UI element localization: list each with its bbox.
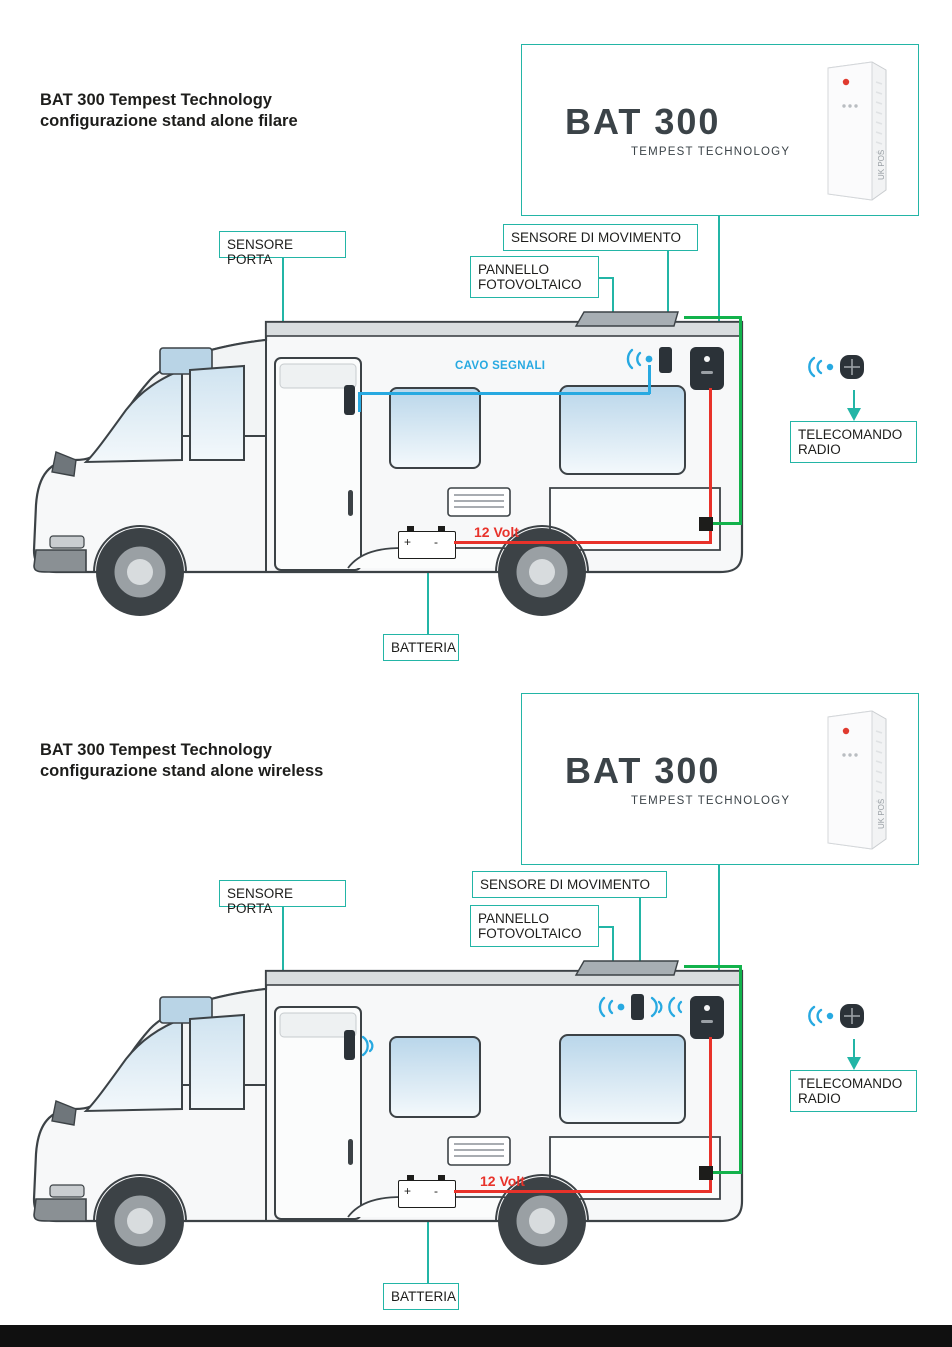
panel-wired-solar-cable-right	[739, 316, 742, 525]
panel-wireless-door-waves-icon	[357, 1033, 383, 1059]
svg-text:UK POS: UK POS	[877, 798, 886, 829]
panel-wired-solar-cable-top	[684, 316, 742, 319]
panel-wired-voltage-label: 12 Volt	[474, 524, 519, 540]
panel-wireless-alarm-unit	[690, 996, 724, 1039]
panel-wired-product-name: BAT 300	[565, 101, 721, 142]
panel-wired-label-remote-line1: TELECOMANDO	[798, 427, 903, 442]
panel-wired-door-sensor-device	[344, 385, 355, 415]
panel-wired-motion-waves-icon	[624, 344, 656, 374]
panel-wired-label-solar-panel-line1: PANNELLO	[478, 262, 550, 277]
panel-wired-alarm-unit-led	[704, 356, 710, 362]
panel-wireless-battery-plus-sign: +	[404, 1184, 412, 1198]
panel-wired-product-subtitle: TEMPEST TECHNOLOGY	[631, 146, 791, 158]
panel-wired-arrow-remote	[846, 408, 862, 421]
panel-wired-battery-plus-sign: +	[404, 535, 412, 549]
panel-wired-label-solar-panel	[470, 256, 599, 298]
panel-wired-battery-terminal-plus	[407, 526, 414, 532]
panel-wireless-label-door-sensor: SENSORE PORTA	[219, 880, 346, 907]
panel-wireless-label-motion-sensor: SENSORE DI MOVIMENTO	[472, 871, 667, 898]
panel-wired-title-line1: BAT 300 Tempest Technology	[40, 91, 272, 109]
svg-text:UK POS: UK POS	[877, 149, 886, 180]
panel-wired-power-cable-h	[454, 541, 712, 544]
panel-wireless-solar-cable-right	[739, 965, 742, 1174]
panel-wired-junction-block	[699, 517, 713, 531]
panel-wired-signal-cable-v	[358, 394, 361, 412]
panel-wired-label-remote-line2: RADIO	[798, 442, 841, 457]
panel-wireless-label-remote-line1: TELECOMANDO	[798, 1076, 903, 1091]
footer-bar	[0, 1325, 952, 1347]
panel-wired-label-solar-panel-line2: FOTOVOLTAICO	[478, 277, 582, 292]
panel-wireless-label-remote	[790, 1070, 917, 1112]
panel-wired-label-door-sensor: SENSORE PORTA	[219, 231, 346, 258]
panel-wired-signal-cable-h	[358, 392, 650, 395]
panel-wired-product-photo	[810, 60, 902, 205]
panel-wireless-junction-block	[699, 1166, 713, 1180]
panel-wired-alarm-unit	[690, 347, 724, 390]
panel-wired-solar-panel	[570, 310, 680, 328]
panel-wireless-product-photo	[810, 709, 902, 854]
panel-wireless-solar-panel	[570, 959, 680, 977]
panel-wired-title-line2: configurazione stand alone filare	[40, 112, 298, 130]
panel-wireless-title-line1: BAT 300 Tempest Technology	[40, 741, 272, 759]
panel-wireless-label-battery: BATTERIA	[383, 1283, 459, 1310]
panel-wireless-motion-waves-left-icon	[596, 992, 628, 1022]
panel-wireless-product-name: BAT 300	[565, 750, 721, 791]
panel-wireless-remote-icon	[808, 999, 870, 1033]
panel-wireless-battery-terminal-plus	[407, 1175, 414, 1181]
panel-wireless-alarm-unit-led	[704, 1005, 710, 1011]
panel-wired-label-battery: BATTERIA	[383, 634, 459, 661]
panel-wireless-product-subtitle: TEMPEST TECHNOLOGY	[631, 795, 791, 807]
panel-wireless-motion-sensor-device	[631, 994, 644, 1020]
panel-wired-remote-icon	[808, 350, 870, 384]
panel-wireless-door-sensor-device	[344, 1030, 355, 1060]
panel-wireless-voltage-label: 12 Volt	[480, 1173, 525, 1189]
panel-wired-signal-cable-v2	[648, 365, 651, 394]
panel-wireless-label-solar-panel-line2: FOTOVOLTAICO	[478, 926, 582, 941]
panel-wireless-battery-minus-sign: -	[434, 1184, 438, 1198]
panel-wireless-alarm-unit-vent	[701, 1020, 713, 1023]
panel-wireless-solar-cable-top	[684, 965, 742, 968]
panel-wired-signal-cable-label: CAVO SEGNALI	[455, 360, 546, 372]
panel-wired-label-motion-sensor: SENSORE DI MOVIMENTO	[503, 224, 698, 251]
panel-wireless-arrow-remote	[846, 1057, 862, 1070]
panel-wired-label-remote	[790, 421, 917, 463]
panel-wireless-label-remote-line2: RADIO	[798, 1091, 841, 1106]
panel-wireless-power-cable-h	[454, 1190, 712, 1193]
panel-wired-battery-minus-sign: -	[434, 535, 438, 549]
panel-wireless-title-line2: configurazione stand alone wireless	[40, 762, 324, 780]
panel-wireless-label-solar-panel-line1: PANNELLO	[478, 911, 550, 926]
panel-wireless-label-solar-panel	[470, 905, 599, 947]
panel-wired-motion-sensor-device	[659, 347, 672, 373]
panel-wired-title	[40, 90, 460, 132]
panel-wireless-leader-solar-h	[599, 926, 613, 928]
panel-wireless-battery-terminal-minus	[438, 1175, 445, 1181]
panel-wired-leader-solar-h	[599, 277, 613, 279]
panel-wireless-title	[40, 740, 480, 782]
panel-wireless-unit-waves-icon	[666, 994, 692, 1022]
panel-wired-alarm-unit-vent	[701, 371, 713, 374]
panel-wired-battery-terminal-minus	[438, 526, 445, 532]
